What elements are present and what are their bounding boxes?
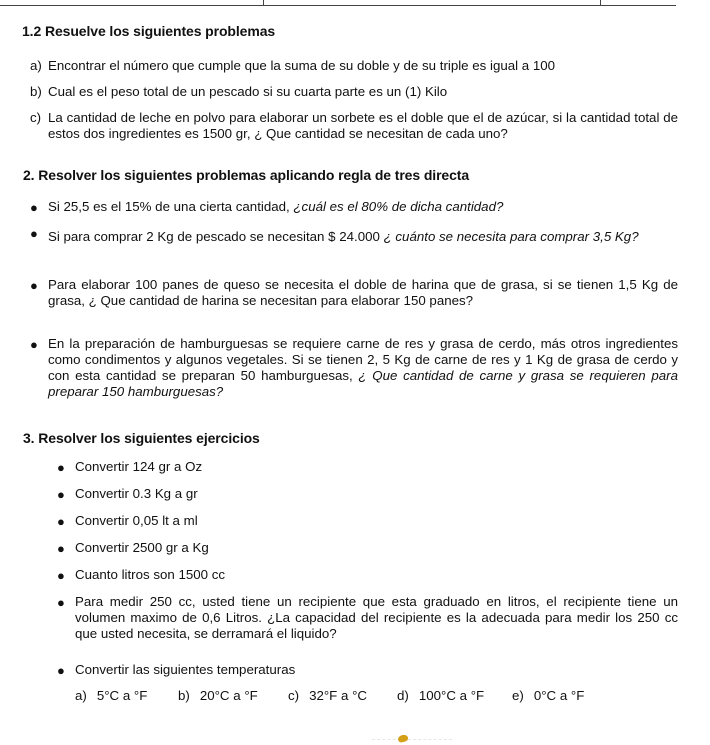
item-c-text: La cantidad de leche en polvo para elaborar un sorbete es el doble que el de azúcar, si la cantidad total de estos dos ingredientes es 1500 gr, ¿ Que cantidad se necesitan de cada uno? [48,110,678,141]
section-1-2-heading: 1.2 Resuelve los siguientes problemas [22,23,276,39]
bullet-icon: ● [57,595,65,610]
temp-item-b: b) 20°C a °F [178,688,258,703]
bullet-icon: ● [30,278,38,293]
bullet-icon: ● [57,514,65,529]
bullet-icon: ● [30,200,38,215]
item-b-label: b) [30,84,42,99]
exercise-temperatures: Convertir las siguientes temperaturas [75,662,296,677]
temp-item-c: c) 32°F a °C [288,688,368,703]
bullet-icon: ● [57,568,65,583]
bullet-icon: ● [57,541,65,556]
temp-item-a: a) 5°C a °F [75,688,148,703]
exercise-item: Convertir 124 gr a Oz [75,459,203,474]
footer-decoration [372,739,452,742]
bullet-icon: ● [30,337,38,352]
item-b-text: Cual es el peso total de un pescado si su cuarta parte es un (1) Kilo [48,84,448,99]
problem-fish-price: Si para comprar 2 Kg de pescado se necesitan $ 24.000 ¿ cuánto se necesita para comprar 3,5 Kg? [48,229,639,244]
bullet-icon: ● [57,460,65,475]
item-a-text: Encontrar el número que cumple que la suma de su doble y de su triple es igual a 100 [48,58,556,73]
item-a-label: a) [30,58,42,73]
temperature-list [75,688,675,704]
problem-hamburgers: En la preparación de hamburguesas se requiere carne de res y grasa de cerdo, más otros ingredientes como condimentos y algunos vegetales. Si se tienen 2, 5 Kg de carne de res y 1 Kg de grasa de cerdo y con esta cantidad se preparan 50 hamburguesas, ¿ Que cantidad de carne y grasa se requieren para preparar 150 hamburguesas? [48,336,678,399]
exercise-item: Convertir 2500 gr a Kg [75,540,209,555]
temp-item-e: e) 0°C a °F [512,688,585,703]
bullet-icon: ● [57,663,65,678]
problem-percentage: Si 25,5 es el 15% de una cierta cantidad, ¿cuál es el 80% de dicha cantidad? [48,199,504,214]
bullet-icon: ● [57,487,65,502]
temp-item-d: d) 100°C a °F [397,688,485,703]
section-2-heading: 2. Resolver los siguientes problemas aplicando regla de tres directa [23,167,470,183]
exercise-container-volume: Para medir 250 cc, usted tiene un recipiente que esta graduado en litros, el recipiente tiene un volumen maximo de 0,6 Litros. ¿La capacidad del recipiente es la adecuada para medir los 250 cc que usted necesita, se derramará el liquido? [75,594,678,641]
bullet-icon: ● [30,226,38,241]
item-c-label: c) [30,110,42,125]
exercise-item: Convertir 0.3 Kg a gr [75,486,198,501]
exercise-item: Convertir 0,05 lt a ml [75,513,198,528]
section-3-heading: 3. Resolver los siguientes ejercicios [23,430,260,446]
exercise-item: Cuanto litros son 1500 cc [75,567,226,582]
problem-bread: Para elaborar 100 panes de queso se necesita el doble de harina que de grasa, si se tienen 1,5 Kg de grasa, ¿ Que cantidad de harina se necesitan para elaborar 150 panes? [48,277,678,308]
top-table-border [0,0,676,6]
